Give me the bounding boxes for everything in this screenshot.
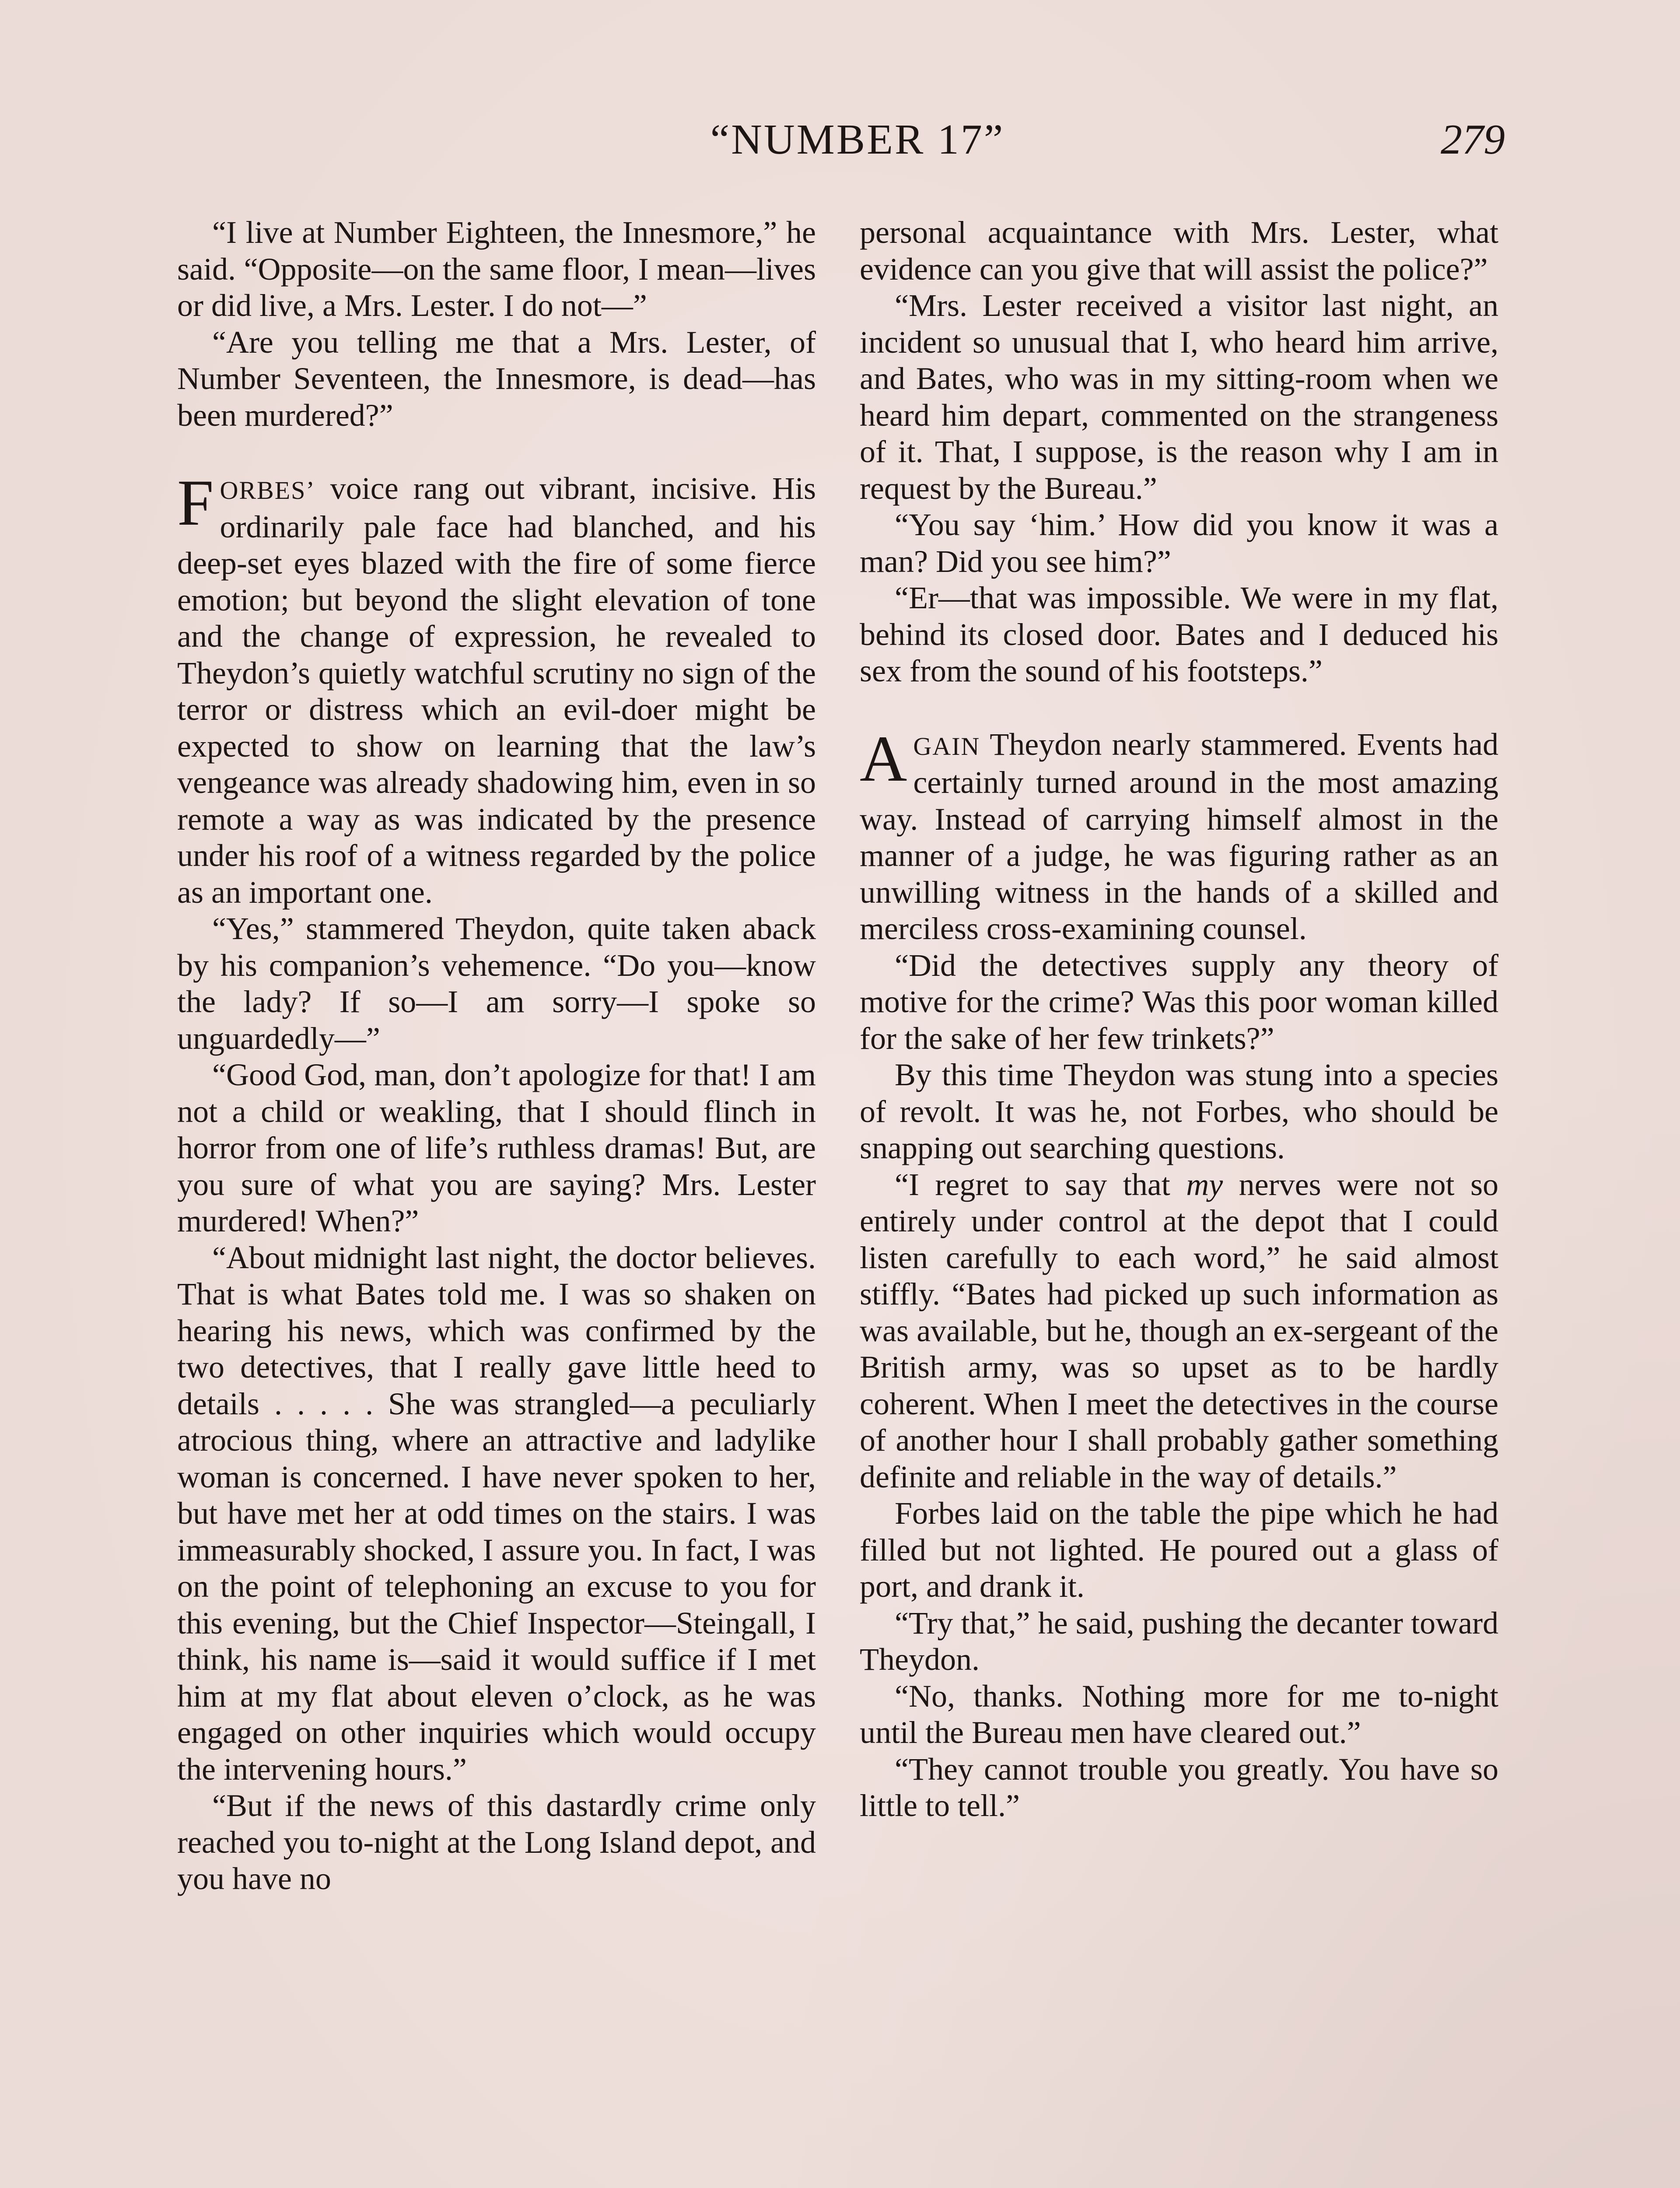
- paragraph-text: Theydon nearly stammered. Events had certainly turned around in the most amazing way. Instead of carrying himself almost in the manner of a judge, he was figuring rather as an unwilling witness in the hands of a skilled and merciless cross-examining counsel.: [860, 726, 1498, 946]
- left-column: [177, 214, 816, 1897]
- paragraph: “Mrs. Lester received a visitor last night, an incident so unusual that I, who heard him arrive, and Bates, who was in my sitting-room when we heard him depart, commented on the strangeness of it. That, I suppose, is the reason why I am in request by the Bureau.”: [860, 288, 1498, 506]
- drop-cap: F: [177, 466, 214, 539]
- small-caps-lead: ORBES’: [220, 476, 315, 505]
- paragraph: “But if the news of this dastardly crime only reached you to-night at the Long Island depot, and you have no: [177, 1788, 816, 1896]
- paragraph: “Try that,” he said, pushing the decanter toward Theydon.: [860, 1605, 1498, 1677]
- paragraph: “You say ‘him.’ How did you know it was a man? Did you see him?”: [860, 507, 1498, 579]
- paragraph: “About midnight last night, the doctor believes. That is what Bates told me. I was so shaken on hearing his news, which was confirmed by the two detectives, that I really gave little heed to details . . . . . She was strangled—a peculiarly atrocious thing, where an attractive and ladylike woman is concerned. I have never spoken to her, but have met her at odd times on the stairs. I was immeasurably shocked, I assure you. In fact, I was on the point of telephoning an excuse to you for this evening, but the Chief Inspector—Steingall, I think, his name is—said it would suffice if I met him at my flat about eleven o’clock, as he was engaged on other inquiries which would occupy the intervening hours.”: [177, 1240, 816, 1787]
- paragraph: “Did the detectives supply any theory of motive for the crime? Was this poor woman killed for the sake of her few trinkets?”: [860, 947, 1498, 1056]
- paragraph: “Good God, man, don’t apologize for that! I am not a child or weakling, that I should flinch in horror from one of life’s ruthless dramas! But, are you sure of what you are saying? Mrs. Lester murdered! When?”: [177, 1057, 816, 1238]
- paragraph: “Yes,” stammered Theydon, quite taken aback by his companion’s vehemence. “Do you—know the lady? If so—I am sorry—I spoke so unguardedly—”: [177, 911, 816, 1056]
- paragraph: “No, thanks. Nothing more for me to-night until the Bureau men have cleared out.”: [860, 1678, 1498, 1750]
- small-caps-lead: GAIN: [913, 732, 980, 761]
- paragraph: Forbes laid on the table the pipe which he had filled but not lighted. He poured out a glass of port, and drank it.: [860, 1496, 1498, 1604]
- section-paragraph: [860, 722, 1498, 947]
- running-head-title: “NUMBER 17”: [710, 116, 1005, 163]
- paragraph: personal acquaintance with Mrs. Lester, what evidence can you give that will assist the police?”: [860, 215, 1498, 287]
- paragraph: [860, 1167, 1498, 1496]
- paragraph: “I live at Number Eighteen, the Innesmore,” he said. “Opposite—on the same floor, I mean—lives or did live, a Mrs. Lester. I do not—”: [177, 215, 816, 323]
- section-paragraph: [177, 466, 816, 911]
- paragraph-text: voice rang out vibrant, incisive. His ordinarily pale face had blanched, and his deep-set eyes blazed with the fire of some fierce emotion; but beyond the slight elevation of tone and the change of expression, he revealed to Theydon’s quietly watchful scrutiny no sign of the terror or distress which an evil-doer might be expected to show on learning that the law’s vengeance was already shadowing him, even in so remote a way as was indicated by the presence under his roof of a witness regarded by the police as an important one.: [177, 471, 816, 910]
- right-column: [860, 214, 1498, 1824]
- emphasis-text: my: [1186, 1167, 1223, 1202]
- paragraph: “Er—that was impossible. We were in my flat, behind its closed door. Bates and I deduced his sex from the sound of his footsteps.”: [860, 580, 1498, 688]
- paragraph: “They cannot trouble you greatly. You have so little to tell.”: [860, 1751, 1498, 1823]
- page-number: 279: [1441, 116, 1505, 163]
- paragraph-text: nerves were not so entirely under control at the depot that I could listen carefully to each word,” he said almost stiffly. “Bates had picked up such information as was available, but he, though an ex-sergeant of the British army, was so upset as to be hardly coherent. When I meet the detectives in the course of another hour I shall probably gather something definite and reliable in the way of details.”: [860, 1167, 1498, 1494]
- paragraph-text: “I regret to say that: [895, 1167, 1186, 1202]
- paragraph: By this time Theydon was stung into a species of revolt. It was he, not Forbes, who should be snapping out searching questions.: [860, 1057, 1498, 1165]
- paragraph: “Are you telling me that a Mrs. Lester, of Number Seventeen, the Innesmore, is dead—has been murdered?”: [177, 324, 816, 433]
- drop-cap: A: [860, 722, 907, 795]
